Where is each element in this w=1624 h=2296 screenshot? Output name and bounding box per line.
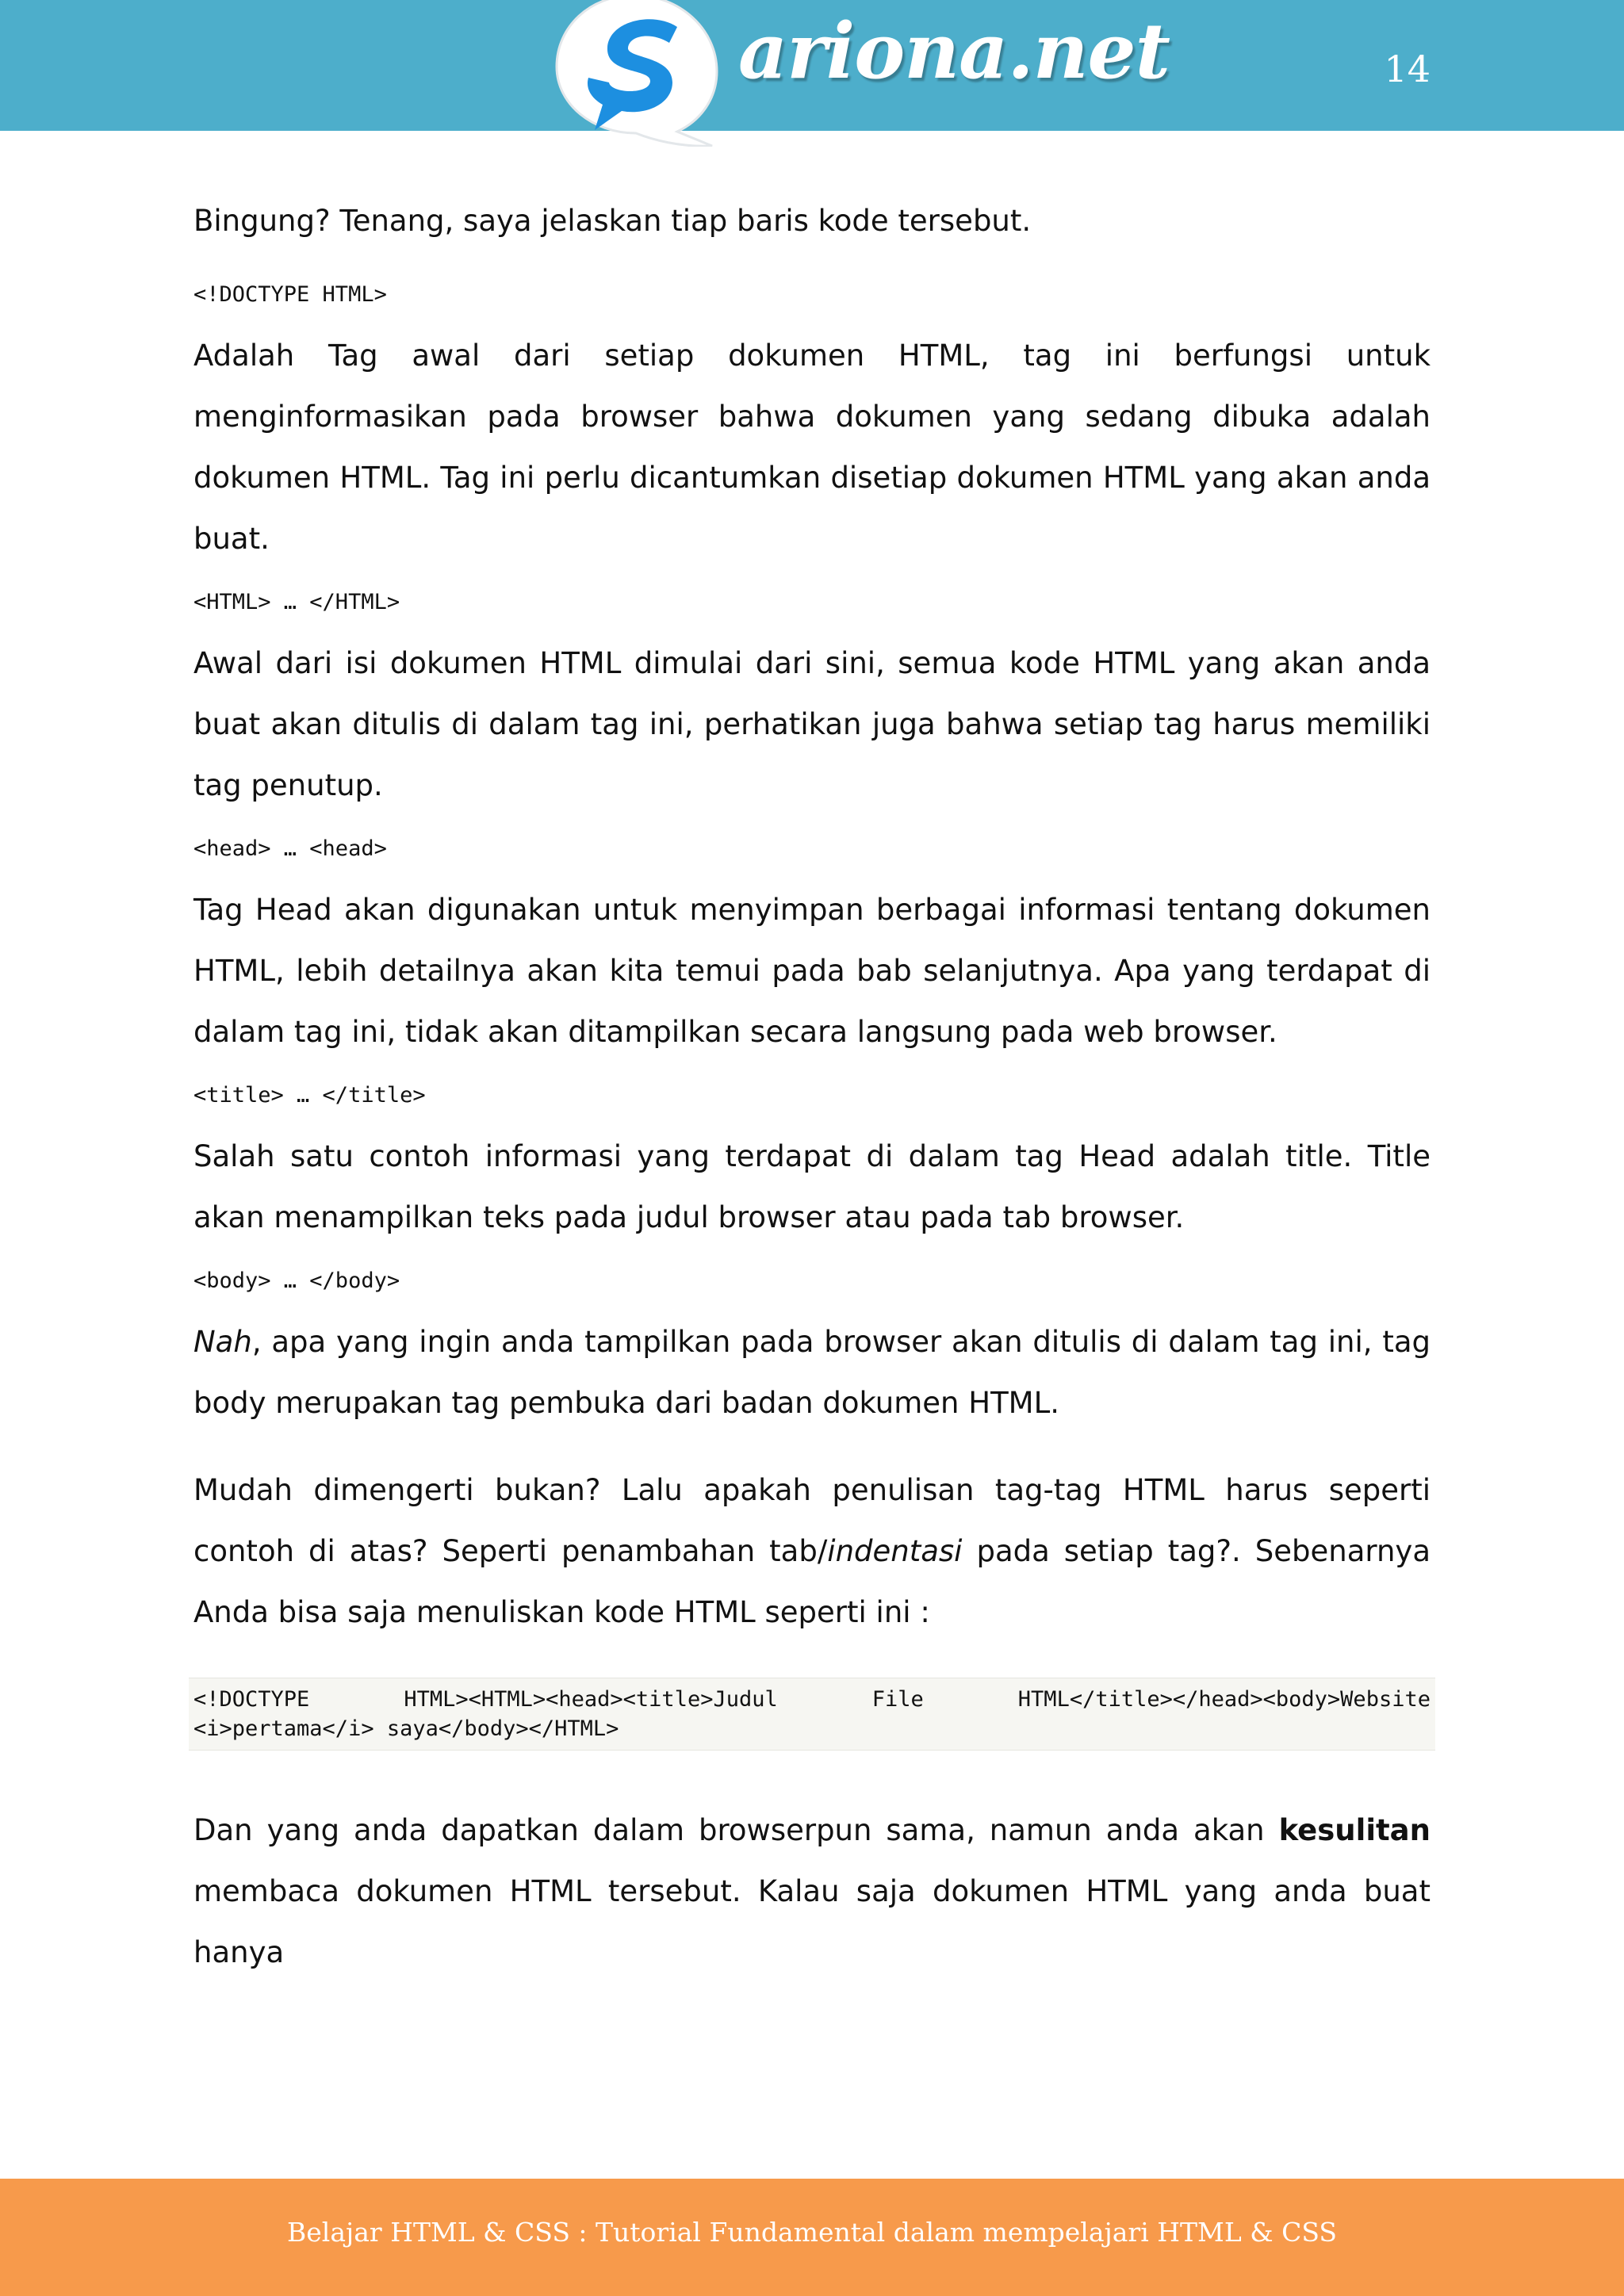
code-title-tag: <title> … </title> [193,1083,426,1108]
title-tag-description: Salah satu contoh informasi yang terdapat di dalam tag Head adalah title. Title akan menampilkan teks pada judul browser atau pada tab browser. [193,1139,1431,1234]
emphasis-kesulitan: kesulitan [1278,1813,1431,1847]
page-footer [0,2179,1624,2296]
code-body-tag: <body> … </body> [193,1269,400,1293]
code-head-tag: <head> … <head> [193,836,387,861]
code-doctype: <!DOCTYPE HTML> [193,282,387,307]
code-block-line-1: <!DOCTYPE HTML><HTML><head><title>Judul File HTML</title></head><body>Website [193,1687,1431,1712]
speech-bubble-s-logo-icon [553,0,736,147]
site-logo [553,0,1170,147]
code-html-tag: <HTML> … </HTML> [193,590,400,614]
head-tag-description: Tag Head akan digunakan untuk menyimpan berbagai informasi tentang dokumen HTML, lebih detailnya akan kita temui pada bab selanjutnya. Apa yang terdapat di dalam tag ini, tidak akan ditampilkan secara langsung pada web browser. [193,893,1431,1049]
body-tag-description: Nah, apa yang ingin anda tampilkan pada browser akan ditulis di dalam tag ini, tag body merupakan tag pembuka dari badan dokumen HTML. [193,1325,1431,1420]
emphasis-indentasi: indentasi [827,1534,963,1568]
indentation-paragraph: Mudah dimengerti bukan? Lalu apakah penulisan tag-tag HTML harus seperti contoh di atas? Seperti penambahan tab/indentasi pada setiap tag?. Sebenarnya Anda bisa saja menuliskan kode HTML seperti ini : [193,1473,1431,1629]
page-header [0,0,1624,131]
document-body [193,190,1431,1983]
logo-wordmark: ariona.net [738,6,1170,96]
footer-caption: Belajar HTML & CSS : Tutorial Fundamental dalam mempelajari HTML & CSS [287,2217,1337,2248]
html-tag-description: Awal dari isi dokumen HTML dimulai dari sini, semua kode HTML yang akan anda buat akan ditulis di dalam tag ini, perhatikan juga bahwa setiap tag harus memiliki tag penutup. [193,646,1431,802]
inline-code-block [189,1678,1435,1751]
code-block-line-2: <i>pertama</i> saya</body></HTML> [193,1716,619,1741]
doctype-description: Adalah Tag awal dari setiap dokumen HTML, tag ini berfungsi untuk menginformasikan pada browser bahwa dokumen yang sedang dibuka adalah dokumen HTML. Tag ini perlu dicantumkan disetiap dokumen HTML yang akan anda buat. [193,339,1431,556]
emphasis-nah: Nah [193,1325,252,1359]
page-number: 14 [1384,48,1431,90]
intro-paragraph: Bingung? Tenang, saya jelaskan tiap baris kode tersebut. [193,204,1032,238]
final-paragraph: Dan yang anda dapatkan dalam browserpun sama, namun anda akan kesulitan membaca dokumen HTML tersebut. Kalau saja dokumen HTML yang anda buat hanya [193,1813,1431,1969]
